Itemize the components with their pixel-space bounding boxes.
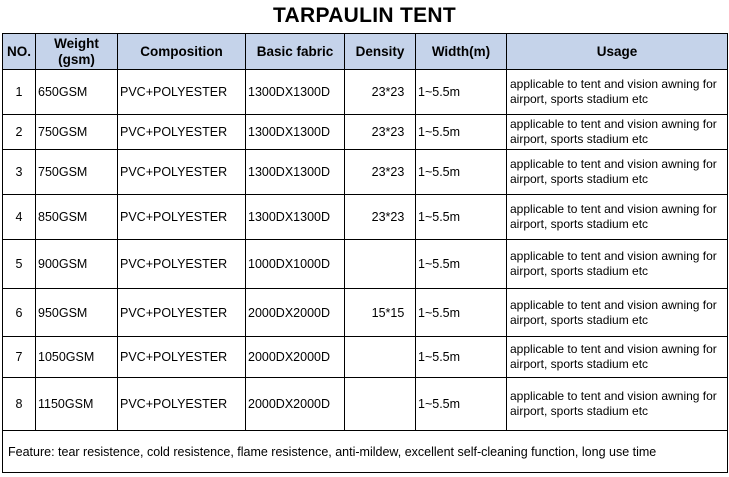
table-row [3, 150, 728, 195]
cell-density [345, 378, 416, 431]
cell-width: 1~5.5m [416, 337, 507, 378]
header-composition: Composition [118, 34, 246, 70]
cell-weight: 1150GSM [36, 378, 118, 431]
cell-no: 3 [3, 150, 36, 195]
cell-no: 8 [3, 378, 36, 431]
cell-composition: PVC+POLYESTER [118, 289, 246, 337]
cell-weight: 950GSM [36, 289, 118, 337]
cell-width: 1~5.5m [416, 289, 507, 337]
spec-table [2, 33, 728, 473]
cell-basic-fabric: 1300DX1300D [246, 115, 345, 150]
cell-density [345, 289, 416, 337]
cell-composition: PVC+POLYESTER [118, 195, 246, 240]
cell-composition: PVC+POLYESTER [118, 240, 246, 289]
cell-weight: 1050GSM [36, 337, 118, 378]
feature-row [3, 431, 728, 473]
cell-density [345, 150, 416, 195]
cell-basic-fabric: 1300DX1300D [246, 150, 345, 195]
cell-density [345, 115, 416, 150]
table-row [3, 115, 728, 150]
cell-composition: PVC+POLYESTER [118, 150, 246, 195]
cell-no: 2 [3, 115, 36, 150]
cell-usage: applicable to tent and vision awning for airport, sports stadium etc [507, 337, 728, 378]
feature-note: Feature: tear resistence, cold resistence, flame resistence, anti-mildew, excellent self-cleaning function, long use time [3, 431, 728, 473]
table-row [3, 378, 728, 431]
cell-usage: applicable to tent and vision awning for airport, sports stadium etc [507, 115, 728, 150]
header-weight-line2: (gsm) [58, 51, 95, 67]
cell-width: 1~5.5m [416, 195, 507, 240]
cell-basic-fabric: 1300DX1300D [246, 70, 345, 115]
table-row [3, 240, 728, 289]
cell-basic-fabric: 2000DX2000D [246, 289, 345, 337]
header-basic-fabric: Basic fabric [246, 34, 345, 70]
cell-usage: applicable to tent and vision awning for airport, sports stadium etc [507, 240, 728, 289]
cell-density [345, 70, 416, 115]
table-row [3, 289, 728, 337]
cell-weight: 750GSM [36, 150, 118, 195]
cell-basic-fabric: 2000DX2000D [246, 337, 345, 378]
cell-density-value: 15*15 [371, 305, 405, 320]
cell-no: 1 [3, 70, 36, 115]
cell-basic-fabric: 1300DX1300D [246, 195, 345, 240]
table-header-row [3, 34, 728, 70]
cell-composition: PVC+POLYESTER [118, 115, 246, 150]
cell-composition: PVC+POLYESTER [118, 337, 246, 378]
cell-density [345, 337, 416, 378]
cell-width: 1~5.5m [416, 70, 507, 115]
cell-density-value: 23*23 [371, 125, 405, 139]
cell-width: 1~5.5m [416, 150, 507, 195]
cell-composition: PVC+POLYESTER [118, 378, 246, 431]
cell-width: 1~5.5m [416, 240, 507, 289]
cell-no: 4 [3, 195, 36, 240]
cell-composition: PVC+POLYESTER [118, 70, 246, 115]
cell-weight: 900GSM [36, 240, 118, 289]
header-no: NO. [3, 34, 36, 70]
cell-weight: 750GSM [36, 115, 118, 150]
cell-no: 7 [3, 337, 36, 378]
cell-density [345, 240, 416, 289]
cell-density-value: 23*23 [371, 210, 405, 224]
header-weight-line1: Weight [54, 35, 99, 51]
cell-basic-fabric: 1000DX1000D [246, 240, 345, 289]
cell-usage: applicable to tent and vision awning for airport, sports stadium etc [507, 378, 728, 431]
table-row [3, 70, 728, 115]
cell-density [345, 195, 416, 240]
cell-weight: 650GSM [36, 70, 118, 115]
table-row [3, 337, 728, 378]
page-title: TARPAULIN TENT [272, 4, 457, 27]
cell-density-value: 23*23 [371, 85, 405, 99]
cell-usage: applicable to tent and vision awning for airport, sports stadium etc [507, 195, 728, 240]
cell-basic-fabric: 2000DX2000D [246, 378, 345, 431]
cell-usage: applicable to tent and vision awning for airport, sports stadium etc [507, 289, 728, 337]
cell-width: 1~5.5m [416, 378, 507, 431]
table-row [3, 195, 728, 240]
cell-no: 6 [3, 289, 36, 337]
cell-usage: applicable to tent and vision awning for airport, sports stadium etc [507, 150, 728, 195]
cell-width: 1~5.5m [416, 115, 507, 150]
header-width: Width(m) [416, 34, 507, 70]
header-usage: Usage [507, 34, 728, 70]
cell-no: 5 [3, 240, 36, 289]
cell-density-value: 23*23 [371, 165, 405, 179]
cell-weight: 850GSM [36, 195, 118, 240]
header-density: Density [345, 34, 416, 70]
cell-usage: applicable to tent and vision awning for airport, sports stadium etc [507, 70, 728, 115]
header-weight [36, 34, 118, 70]
